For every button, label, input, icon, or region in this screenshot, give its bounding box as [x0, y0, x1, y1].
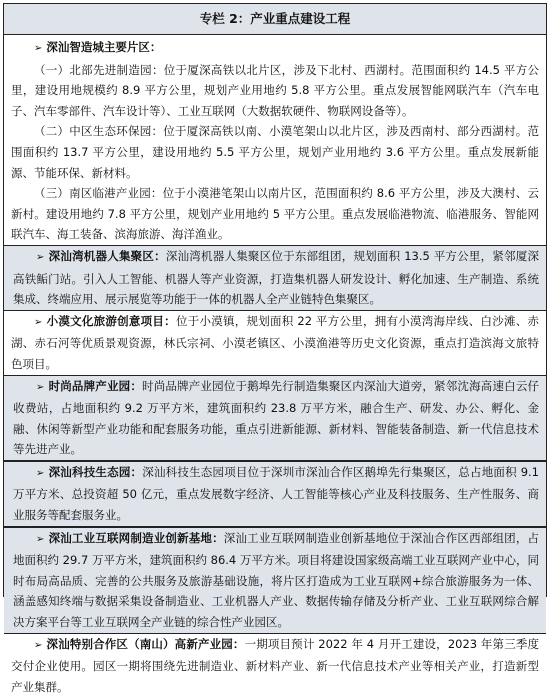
zhizao-middle-paragraph: （二）中区生态环保园：位于厦深高铁以南、小漠笔架山以北片区，涉及西南村、部分西湖村。范围面积约 13.7 平方公里，建设用地约 5.5 平方公里，规划产业用地约 3.6 平方公里。重点发展新能源、节能环保、新材料。 [11, 124, 539, 180]
feature-box [3, 3, 547, 694]
box-title: 专栏 2：产业重点建设工程 [4, 4, 546, 35]
robot-body: 深汕湾机器人集聚区位于东部组团，规划面积 13.5 平方公里，紧邻厦深高铁鲘门站。引入人工智能、机器人等产业资源，打造集机器人研发设计、孵化加速、生产制造、系统集成、终端应用、展示展览等功能于一体的机器人全产业链特色集聚区。 [13, 248, 539, 307]
arrow-bullet-icon: ➢ [36, 533, 45, 545]
culture-lead: 小漠文化旅游创意项目： [46, 313, 176, 328]
arrow-bullet-icon: ➢ [34, 43, 43, 54]
arrow-bullet-icon: ➢ [36, 467, 45, 479]
iiot-lead: 深汕工业互联网制造业创新基地： [48, 530, 224, 545]
fashion-lead: 时尚品牌产业园： [48, 378, 143, 393]
zhizao-heading-text: 深汕智造城主要片区： [46, 40, 162, 54]
arrow-bullet-icon: ➢ [34, 639, 43, 651]
special-section [11, 634, 539, 697]
tech-section [4, 461, 546, 527]
fashion-section [4, 375, 546, 461]
arrow-bullet-icon: ➢ [36, 251, 45, 263]
box-content [4, 35, 546, 697]
tech-lead: 深汕科技生态园： [48, 464, 143, 479]
tech-body: 深汕科技生态园项目位于深圳市深汕合作区鹅埠先行集聚区，总占地面积 9.1 万平方米、总投资超 50 亿元，重点发展数字经济、人工智能等核心产业及科技服务、生产性服务、商业服务等配套服务业。 [13, 464, 539, 523]
fashion-body: 时尚品牌产业园位于鹅埠先行制造集聚区内深汕大道旁，紧邻沈海高速白云仔收费站，占地面积约 9.2 万平方米，建筑面积约 23.8 万平方米，融合生产、研发、办公、孵化、金融、休闲等新型产业功能和配套服务功能，重点引进新能源、新材料、智能装备制造、新一代信息技术等先进产业。 [13, 378, 540, 457]
zhizao-south-paragraph: （三）南区临港产业园：位于小漠港笔架山以南片区，范围面积约 8.6 平方公里，涉及大澳村、云新村。建设用地约 7.8 平方公里，规划产业用地约 5 平方公里。重点发展临港物流、临港服务、智能网联汽车、海工装备、滨海旅游、海洋渔业。 [11, 186, 539, 242]
iiot-section [4, 527, 546, 634]
zhizao-north-paragraph: （一）北部先进制造园：位于厦深高铁以北片区，涉及下北村、西湖村。范围面积约 14.5 平方公里，建设用地规模约 8.9 平方公里，规划产业用地约 5.8 平方公里。重点发展智能网联汽车（汽车电子、汽车零部件、汽车设计等）、工业互联网（大数据软硬件、物联网设备等）。 [11, 62, 539, 118]
zhizao-heading [11, 37, 539, 60]
iiot-body: 深汕工业互联网制造业创新基地位于深汕合作区西部组团，占地面积约 29.7 万平方米，建筑面积约 86.4 万平方米。项目将建设国家级高端工业互联网产业中心，同时布局高品质、完善的公共服务及旅游基础设施，将片区打造成为工业互联网+综合旅游服务为一体、涵盖感知终端与数据采集设备制造业、工业机器人产业、数据传输存储及分析产业、工业互联网综合解决方案平台等工业互联网全产业链的综合性产业园区。 [13, 530, 540, 630]
special-lead: 深汕特别合作区（南山）高新产业园： [46, 636, 245, 651]
robot-section [4, 245, 546, 311]
arrow-bullet-icon: ➢ [36, 381, 45, 393]
arrow-bullet-icon: ➢ [34, 316, 43, 328]
robot-lead: 深汕湾机器人集聚区： [48, 248, 166, 263]
culture-section [11, 311, 539, 375]
culture-body: 位于小漠镇，规划面积 22 平方公里，拥有小漠湾海岸线、白沙滩、赤湖、赤石河等优质景观资源，林氏宗祠、小漠老镇区、小漠渔港等历史文化资源，重点打造滨海文旅特色项目。 [11, 313, 539, 371]
special-body: 一期项目预计 2022 年 4 月开工建设，2023 年第三季度交付企业使用。园区一期将围绕先进制造业、新材料产业、新一代信息技术产业等相关产业，打造新型产业集群。 [11, 636, 539, 694]
